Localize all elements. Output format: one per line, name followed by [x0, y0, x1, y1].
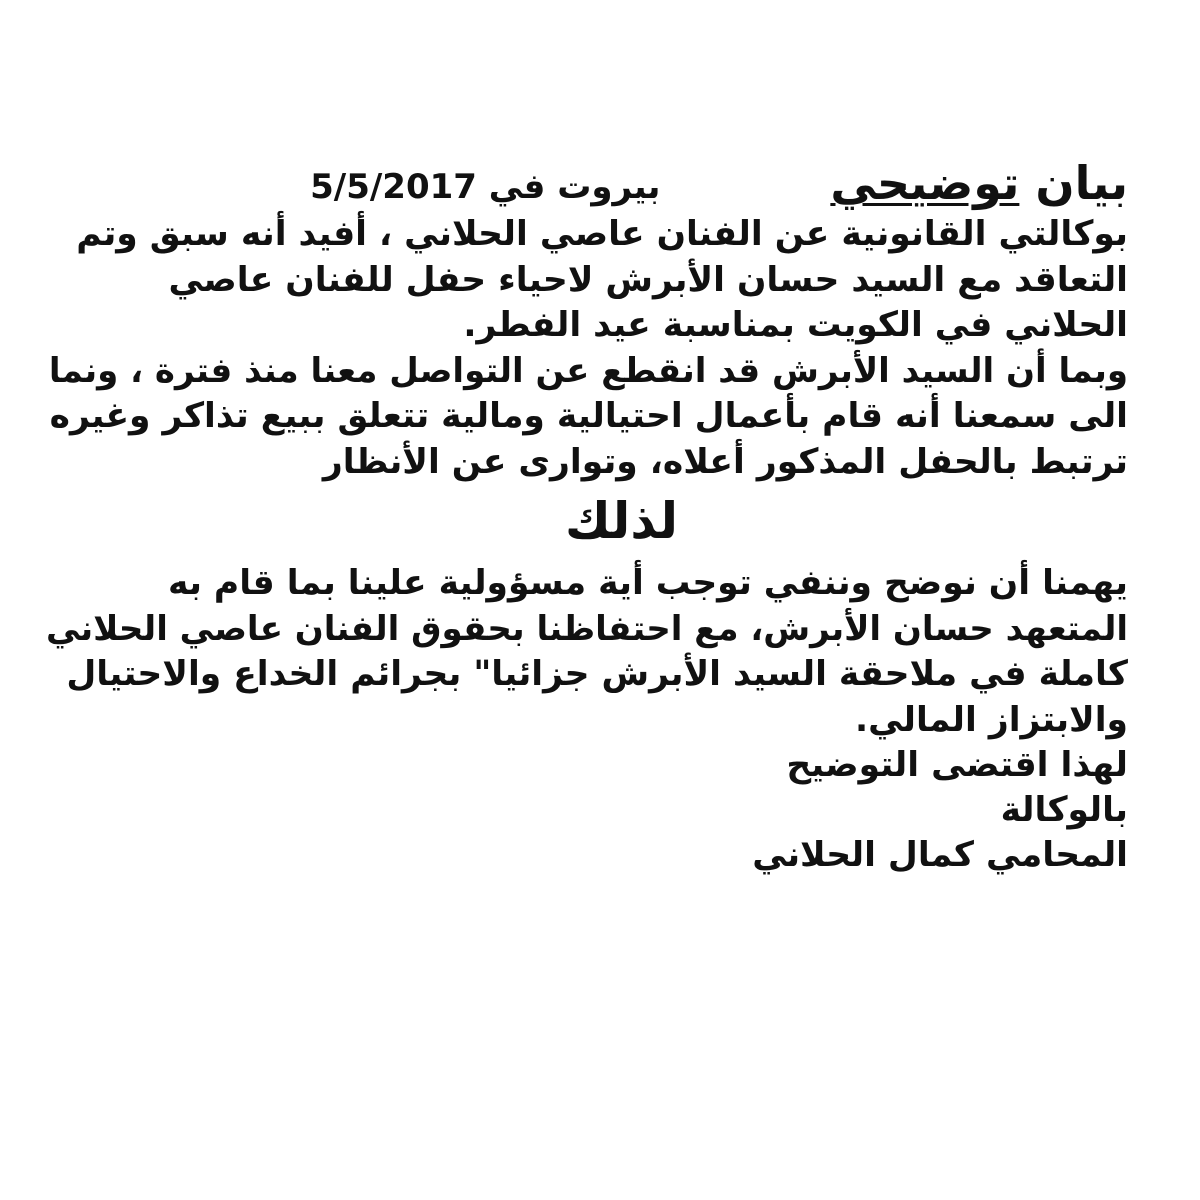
paragraph-incident [40, 349, 1128, 486]
place-and-date: بيروت في 5/5/2017 [310, 167, 661, 207]
text-line: الحلاني في الكويت بمناسبة عيد الفطر. [463, 305, 1128, 345]
text-line: والابتزاز المالي. [855, 699, 1128, 740]
statement-document [40, 150, 1128, 878]
text-line: يهمنا أن نوضح وننفي توجب أية مسؤولية علينا بما قام به [168, 563, 1128, 603]
text-line: ترتبط بالحفل المذكور أعلاه، وتوارى عن الأنظار [322, 441, 1128, 482]
closing-line: لهذا اقتضى التوضيح [786, 745, 1128, 785]
title-word-clarification: توضيحي [830, 156, 1020, 210]
text-line: وبما أن السيد الأبرش قد انقطع عن التواصل معنا منذ فترة ، ونما [48, 350, 1128, 391]
title-word-statement: بيان [1035, 156, 1128, 210]
therefore-heading: لذلك [565, 492, 678, 550]
on-behalf-line: بالوكالة [1000, 790, 1128, 830]
paragraph-contract [40, 212, 1128, 349]
text-line: بوكالتي القانونية عن الفنان عاصي الحلاني ، أفيد أنه سبق وتم [76, 214, 1128, 254]
text-line: كاملة في ملاحقة السيد الأبرش جزائيا" بجرائم الخداع والاحتيال [66, 654, 1128, 694]
closing-block [40, 743, 1128, 878]
text-line: التعاقد مع السيد حسان الأبرش لاحياء حفل للفنان عاصي [168, 259, 1128, 300]
document-header [40, 150, 1128, 212]
signature-name: المحامي كمال الحلاني [752, 835, 1128, 875]
document-title [830, 154, 1128, 212]
text-line: المتعهد حسان الأبرش، مع احتفاظنا بحقوق الفنان عاصي الحلاني [45, 608, 1128, 649]
text-line: الى سمعنا أنه قام بأعمال احتيالية ومالية تتعلق ببيع تذاكر وغيره [49, 396, 1128, 436]
paragraph-disclaimer [40, 561, 1128, 743]
